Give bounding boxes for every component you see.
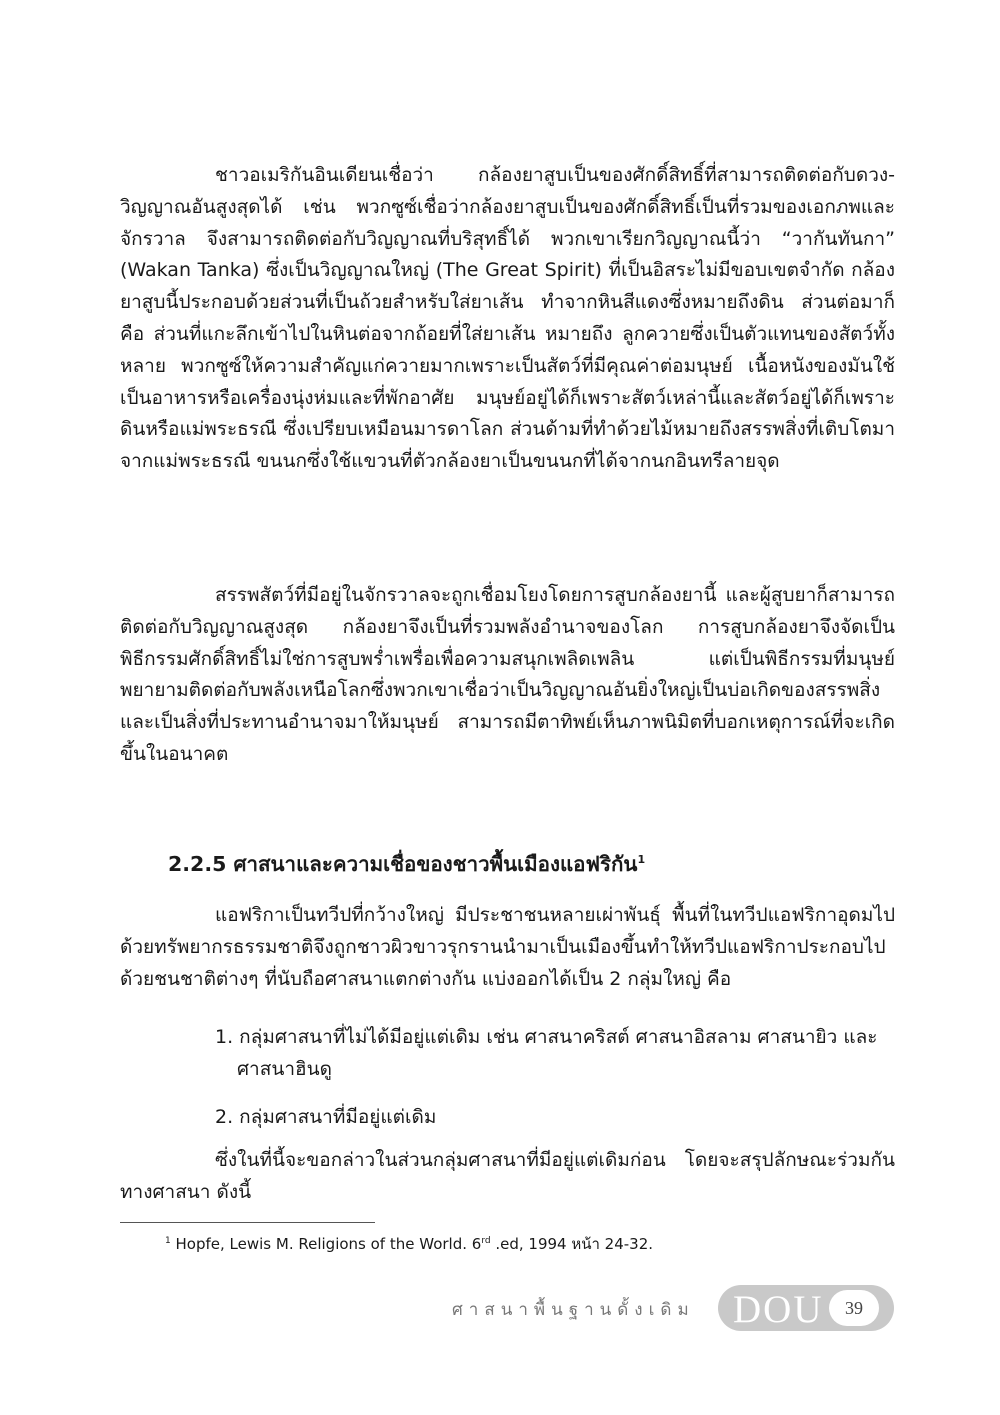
footnote-ordinal: rd [481, 1236, 491, 1246]
paragraph-text: แอฟริกาเป็นทวีปที่กว้างใหญ่ มีประชาชนหลายเผ่าพันธุ์ พื้นที่ในทวีปแอฟริกาอุดมไปด้วยทรัพยากรธรรมชาติจึงถูกชาวผิวขาวรุกรานนำมาเป็นเมืองขึ้นทำให้ทวีปแอฟริกาประกอบไปด้วยชนชาติต่างๆ ที่นับถือศาสนาแตกต่างกัน แบ่งออกได้เป็น 2 กลุ่มใหญ่ คือ [120, 904, 895, 990]
paragraph-summary-intro [120, 1145, 895, 1209]
list-item-text: 2. กลุ่มศาสนาที่มีอยู่แต่เดิม [215, 1106, 437, 1128]
paragraph-text: ซึ่งในที่นี้จะขอกล่าวในส่วนกลุ่มศาสนาที่มีอยู่แต่เดิมก่อน โดยจะสรุปลักษณะร่วมกันทางศาสนา ดังนี้ [120, 1149, 895, 1203]
religion-group-list [215, 1102, 895, 1134]
heading-text: 2.2.5 ศาสนาและความเชื่อของชาวพื้นเมืองแอฟริกัน [168, 852, 638, 876]
paragraph-native-american-pipe [120, 160, 895, 478]
footnote-marker: 1 [165, 1236, 171, 1246]
footnote-citation: Hopfe, Lewis M. Religions of the World. 6 [175, 1235, 482, 1253]
footnote-citation-end: .ed, 1994 หน้า 24-32. [490, 1235, 654, 1253]
section-heading [168, 848, 645, 881]
religion-group-list [215, 1022, 895, 1086]
paragraph-text: สรรพสัตว์ที่มีอยู่ในจักรวาลจะถูกเชื่อมโยงโดยการสูบกล้องยานี้ และผู้สูบยาก็สามารถติดต่อกับวิญญาณสูงสุด กล้องยาจึงเป็นที่รวมพลังอำนาจของโลก การสูบกล้องยาจึงจัดเป็นพิธีกรรมศักดิ์สิทธิ์ไม่ใช่การสูบพร่ำเพรื่อเพื่อความสนุกเพลิดเพลิน แต่เป็นพิธีกรรมที่มนุษย์พยายามติดต่อกับพลังเหนือโลกซึ่งพวกเขาเชื่อว่าเป็นวิญญาณอันยิ่งใหญ่เป็นบ่อเกิดของสรรพสิ่งและเป็นสิ่งที่ประทานอำนาจมาให้มนุษย์ สามารถมีตาทิพย์เห็นภาพนิมิตที่บอกเหตุการณ์ที่จะเกิดขึ้นในอนาคต [120, 584, 895, 765]
footnote-reference: 1 [637, 853, 646, 867]
dou-logo-text: DOU [733, 1288, 824, 1331]
footnote [165, 1229, 653, 1256]
footnote-divider [120, 1222, 375, 1223]
list-item [215, 1022, 895, 1086]
paragraph-text: ชาวอเมริกันอินเดียนเชื่อว่า กล้องยาสูบเป็นของศักดิ์สิทธิ์ที่สามารถติดต่อกับดวง-วิญญาณอันสูงสุดได้ เช่น พวกซูซ์เชื่อว่ากล้องยาสูบเป็นของศักดิ์สิทธิ์เป็นที่รวมของเอกภพและจักรวาล จึงสามารถติดต่อกับวิญญาณที่บริสุทธิ์ได้ พวกเขาเรียกวิญญาณนี้ว่า “วากันทันกา” (Wakan Tanka) ซึ่งเป็นวิญญาณใหญ่ (The Great Spirit) ที่เป็นอิสระไม่มีขอบเขตจำกัด กล้องยาสูบนี้ประกอบด้วยส่วนที่เป็นถ้วยสำหรับใส่ยาเส้น ทำจากหินสีแดงซึ่งหมายถึงดิน ส่วนต่อมาก็คือ ส่วนที่แกะลึกเข้าไปในหินต่อจากถ้อยที่ใส่ยาเส้น หมายถึง ลูกควายซึ่งเป็นตัวแทนของสัตว์ทั้งหลาย พวกซูซ์ให้ความสำคัญแก่ควายมากเพราะเป็นสัตว์ที่มีคุณค่าต่อมนุษย์ เนื้อหนังของมันใช้เป็นอาหารหรือเครื่องนุ่งห่มและที่พักอาศัย มนุษย์อยู่ได้ก็เพราะสัตว์เหล่านี้และสัตว์อยู่ได้ก็เพราะดินหรือแม่พระธรณี ซึ่งเปรียบเหมือนมารดาโลก ส่วนด้ามที่ทำด้วยไม้หมายถึงสรรพสิ่งที่เติบโตมาจากแม่พระธรณี ขนนกซึ่งใช้แขวนที่ตัวกล้องยาเป็นขนนกที่ได้จากนกอินทรีลายจุด [120, 164, 895, 473]
list-item-text: 1. กลุ่มศาสนาที่ไม่ได้มีอยู่แต่เดิม เช่น ศาสนาคริสต์ ศาสนาอิสลาม ศาสนายิว และศาสนาฮินดู [215, 1026, 878, 1080]
paragraph-pipe-ritual [120, 580, 895, 771]
list-item [215, 1102, 895, 1134]
running-footer-title: ศาสนาพื้นฐานดั้งเดิม [452, 1300, 695, 1320]
paragraph-africa-intro [120, 900, 895, 995]
page-number: 39 [829, 1290, 879, 1326]
